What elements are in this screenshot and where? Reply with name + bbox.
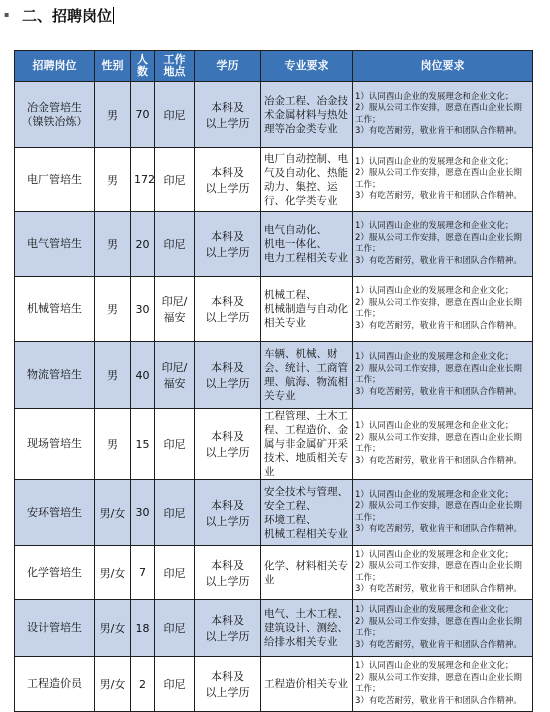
cell-position: 安环管培生 (15, 480, 95, 546)
header-location: 工作 地点 (155, 51, 195, 82)
cell-gender: 男 (95, 148, 131, 212)
table-body (15, 82, 533, 712)
cell-count: 20 (131, 212, 155, 277)
cell-count: 18 (131, 600, 155, 657)
table-row (15, 480, 533, 546)
cell-education: 本科及 以上学历 (195, 409, 261, 480)
section-heading (22, 6, 114, 26)
table-row (15, 277, 533, 342)
cell-position: 物流管培生 (15, 342, 95, 409)
cell-position: 现场管培生 (15, 409, 95, 480)
paragraph-marker-icon: ▪ (4, 10, 10, 19)
cell-position: 冶金管培生 （镍铁冶炼） (15, 82, 95, 148)
table-row (15, 546, 533, 600)
cell-education: 本科及 以上学历 (195, 546, 261, 600)
header-count: 人 数 (131, 51, 155, 82)
cell-count: 15 (131, 409, 155, 480)
cell-requirements: 1）认同酉山企业的发展理念和企业文化； 2）服从公司工作安排，愿意在酉山企业长期 工作； 3）有吃苦耐劳，敬业肯干和团队合作精神。 (353, 342, 533, 409)
cell-count: 2 (131, 657, 155, 712)
table-header-row (15, 51, 533, 82)
cell-count: 70 (131, 82, 155, 148)
cell-position: 电气管培生 (15, 212, 95, 277)
cell-location: 印尼/ 福安 (155, 277, 195, 342)
cell-major: 电气、土木工程、 建筑设计、测绘、 给排水相关专业 (261, 600, 353, 657)
cell-position: 设计管培生 (15, 600, 95, 657)
text-cursor (113, 7, 114, 24)
table-row (15, 342, 533, 409)
cell-requirements: 1）认同酉山企业的发展理念和企业文化； 2）服从公司工作安排，愿意在酉山企业长期 工作； 3）有吃苦耐劳，敬业肯干和团队合作精神。 (353, 409, 533, 480)
cell-location: 印尼/ 福安 (155, 342, 195, 409)
cell-location: 印尼 (155, 600, 195, 657)
cell-count: 30 (131, 480, 155, 546)
cell-count: 7 (131, 546, 155, 600)
cell-major: 化学、材料相关专 业 (261, 546, 353, 600)
section-title: 二、招聘岗位 (22, 7, 113, 25)
cell-gender: 男 (95, 342, 131, 409)
table-row (15, 212, 533, 277)
header-education: 学历 (195, 51, 261, 82)
header-major: 专业要求 (261, 51, 353, 82)
header-position: 招聘岗位 (15, 51, 95, 82)
cell-education: 本科及 以上学历 (195, 212, 261, 277)
table-row (15, 82, 533, 148)
cell-gender: 男/女 (95, 657, 131, 712)
table-row (15, 409, 533, 480)
cell-requirements: 1）认同酉山企业的发展理念和企业文化； 2）服从公司工作安排，愿意在酉山企业长期 工作； 3）有吃苦耐劳，敬业肯干和团队合作精神。 (353, 277, 533, 342)
cell-location: 印尼 (155, 657, 195, 712)
cell-major: 电厂自动控制、电 气及自动化、热能 动力、集控、运 行、化学类专业 (261, 148, 353, 212)
cell-requirements: 1）认同酉山企业的发展理念和企业文化； 2）服从公司工作安排，愿意在酉山企业长期 工作； 3）有吃苦耐劳，敬业肯干和团队合作精神。 (353, 600, 533, 657)
cell-major: 工程管理、土木工 程、工程造价、金 属与非金属矿开采 技术、地质相关专 业 (261, 409, 353, 480)
cell-location: 印尼 (155, 212, 195, 277)
cell-position: 电厂管培生 (15, 148, 95, 212)
cell-major: 电气自动化、 机电一体化、 电力工程相关专业 (261, 212, 353, 277)
cell-requirements: 1）认同酉山企业的发展理念和企业文化； 2）服从公司工作安排，愿意在酉山企业长期 工作； 3）有吃苦耐劳，敬业肯干和团队合作精神。 (353, 148, 533, 212)
cell-gender: 男 (95, 82, 131, 148)
header-gender: 性别 (95, 51, 131, 82)
cell-requirements: 1）认同酉山企业的发展理念和企业文化； 2）服从公司工作安排，愿意在酉山企业长期 工作； 3）有吃苦耐劳，敬业肯干和团队合作精神。 (353, 82, 533, 148)
cell-gender: 男 (95, 409, 131, 480)
cell-education: 本科及 以上学历 (195, 657, 261, 712)
cell-location: 印尼 (155, 546, 195, 600)
cell-location: 印尼 (155, 480, 195, 546)
cell-position: 机械管培生 (15, 277, 95, 342)
cell-requirements: 1）认同酉山企业的发展理念和企业文化； 2）服从公司工作安排，愿意在酉山企业长期 工作； 3）有吃苦耐劳，敬业肯干和团队合作精神。 (353, 546, 533, 600)
cell-count: 30 (131, 277, 155, 342)
cell-major: 工程造价相关专业 (261, 657, 353, 712)
cell-count: 40 (131, 342, 155, 409)
table-row (15, 148, 533, 212)
cell-education: 本科及 以上学历 (195, 342, 261, 409)
cell-requirements: 1）认同酉山企业的发展理念和企业文化； 2）服从公司工作安排，愿意在酉山企业长期 工作； 3）有吃苦耐劳，敬业肯干和团队合作精神。 (353, 212, 533, 277)
cell-gender: 男 (95, 277, 131, 342)
cell-major: 车辆、机械、财 会、统计、工商管 理、航海、物流相 关专业 (261, 342, 353, 409)
cell-location: 印尼 (155, 148, 195, 212)
cell-requirements: 1）认同酉山企业的发展理念和企业文化； 2）服从公司工作安排，愿意在酉山企业长期 工作； 3）有吃苦耐劳，敬业肯干和团队合作精神。 (353, 657, 533, 712)
cell-position: 化学管培生 (15, 546, 95, 600)
cell-major: 安全技术与管理、 安全工程、 环境工程、 机械工程相关专业 (261, 480, 353, 546)
cell-gender: 男/女 (95, 480, 131, 546)
cell-location: 印尼 (155, 409, 195, 480)
cell-education: 本科及 以上学历 (195, 600, 261, 657)
cell-major: 冶金工程、冶金技 术金属材料与热处 理等冶金类专业 (261, 82, 353, 148)
recruitment-table (14, 50, 533, 712)
cell-gender: 男 (95, 212, 131, 277)
cell-education: 本科及 以上学历 (195, 277, 261, 342)
cell-gender: 男/女 (95, 546, 131, 600)
table-row (15, 600, 533, 657)
cell-education: 本科及 以上学历 (195, 82, 261, 148)
cell-education: 本科及 以上学历 (195, 480, 261, 546)
cell-gender: 男/女 (95, 600, 131, 657)
header-requirements: 岗位要求 (353, 51, 533, 82)
cell-requirements: 1）认同酉山企业的发展理念和企业文化； 2）服从公司工作安排，愿意在酉山企业长期 工作； 3）有吃苦耐劳，敬业肯干和团队合作精神。 (353, 480, 533, 546)
table-row (15, 657, 533, 712)
cell-education: 本科及 以上学历 (195, 148, 261, 212)
cell-major: 机械工程、 机械制造与自动化 相关专业 (261, 277, 353, 342)
cell-position: 工程造价员 (15, 657, 95, 712)
cell-count: 172 (131, 148, 155, 212)
cell-location: 印尼 (155, 82, 195, 148)
